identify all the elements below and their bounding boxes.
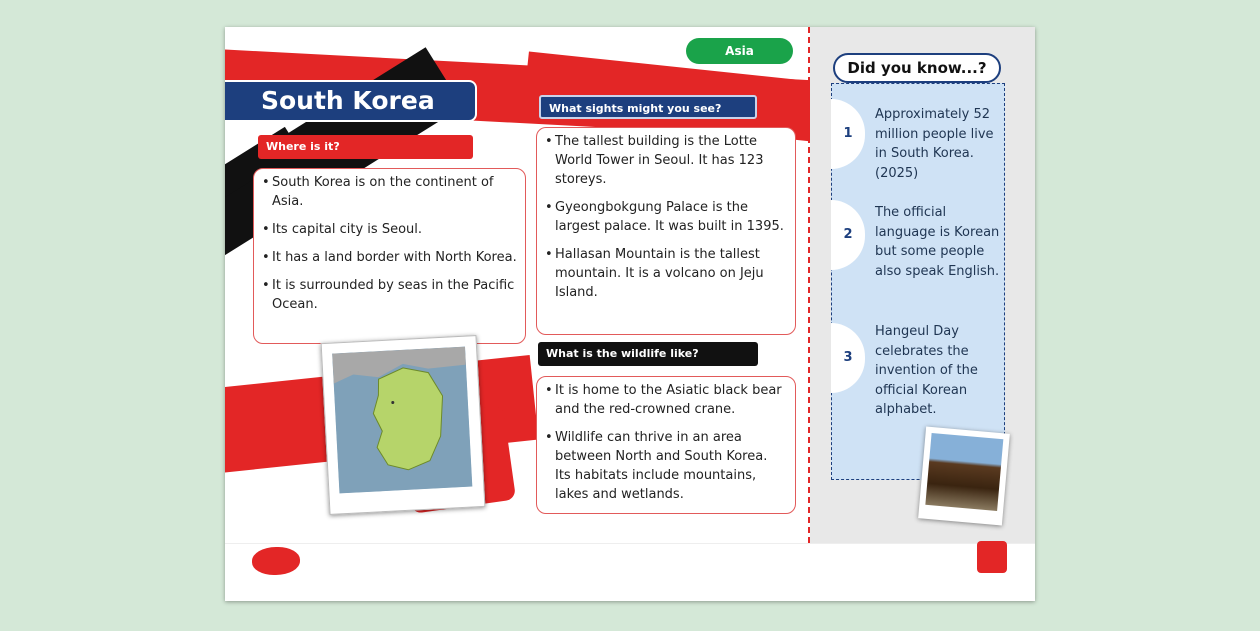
brand-badge-icon <box>977 541 1007 573</box>
list-item: • South Korea is on the continent of Asia. <box>262 173 517 211</box>
korea-map-image <box>332 347 472 494</box>
dashed-divider <box>808 27 810 543</box>
sights-card <box>536 127 796 335</box>
wildlife-heading: What is the wildlife like? <box>538 342 758 366</box>
wildlife-card <box>536 376 796 514</box>
where-heading: Where is it? <box>258 135 473 159</box>
fact-text-1: Approximately 52 million people live in South Korea. (2025) <box>875 107 994 181</box>
map-photo <box>321 335 486 515</box>
region-tag: Asia <box>686 38 793 64</box>
list-item: • Hallasan Mountain is the tallest mountain. It is a volcano on Jeju Island. <box>545 245 787 302</box>
fact-number-1: 1 <box>831 99 865 169</box>
did-you-know-heading: Did you know...? <box>833 53 1001 83</box>
list-item: • Gyeongbokgung Palace is the largest palace. It was built in 1395. <box>545 198 787 236</box>
list-item: • Its capital city is Seoul. <box>262 220 517 239</box>
footer <box>225 543 1035 601</box>
where-card <box>253 168 526 344</box>
list-item: • The tallest building is the Lotte World Tower in Seoul. It has 123 storeys. <box>545 132 787 189</box>
brand-logo-icon <box>252 547 300 575</box>
palace-photo <box>918 427 1010 526</box>
list-item: • It is surrounded by seas in the Pacific Ocean. <box>262 276 517 314</box>
list-item: • It is home to the Asiatic black bear and the red-crowned crane. <box>545 381 787 419</box>
page-title-box <box>225 80 477 122</box>
fact-sheet <box>225 27 1035 601</box>
fact-number-3: 3 <box>831 323 865 393</box>
fact-text-2: The official language is Korean but some people also speak English. <box>875 205 1000 279</box>
list-item: • It has a land border with North Korea. <box>262 248 517 267</box>
fact-text-3: Hangeul Day celebrates the invention of the official Korean alphabet. <box>875 324 978 417</box>
palace-image <box>925 433 1003 511</box>
sights-heading: What sights might you see? <box>539 95 757 119</box>
page-title: South Korea <box>261 86 435 115</box>
fact-number-2: 2 <box>831 200 865 270</box>
list-item: • Wildlife can thrive in an area between North and South Korea. Its habitats include mountains, lakes and wetlands. <box>545 428 787 504</box>
